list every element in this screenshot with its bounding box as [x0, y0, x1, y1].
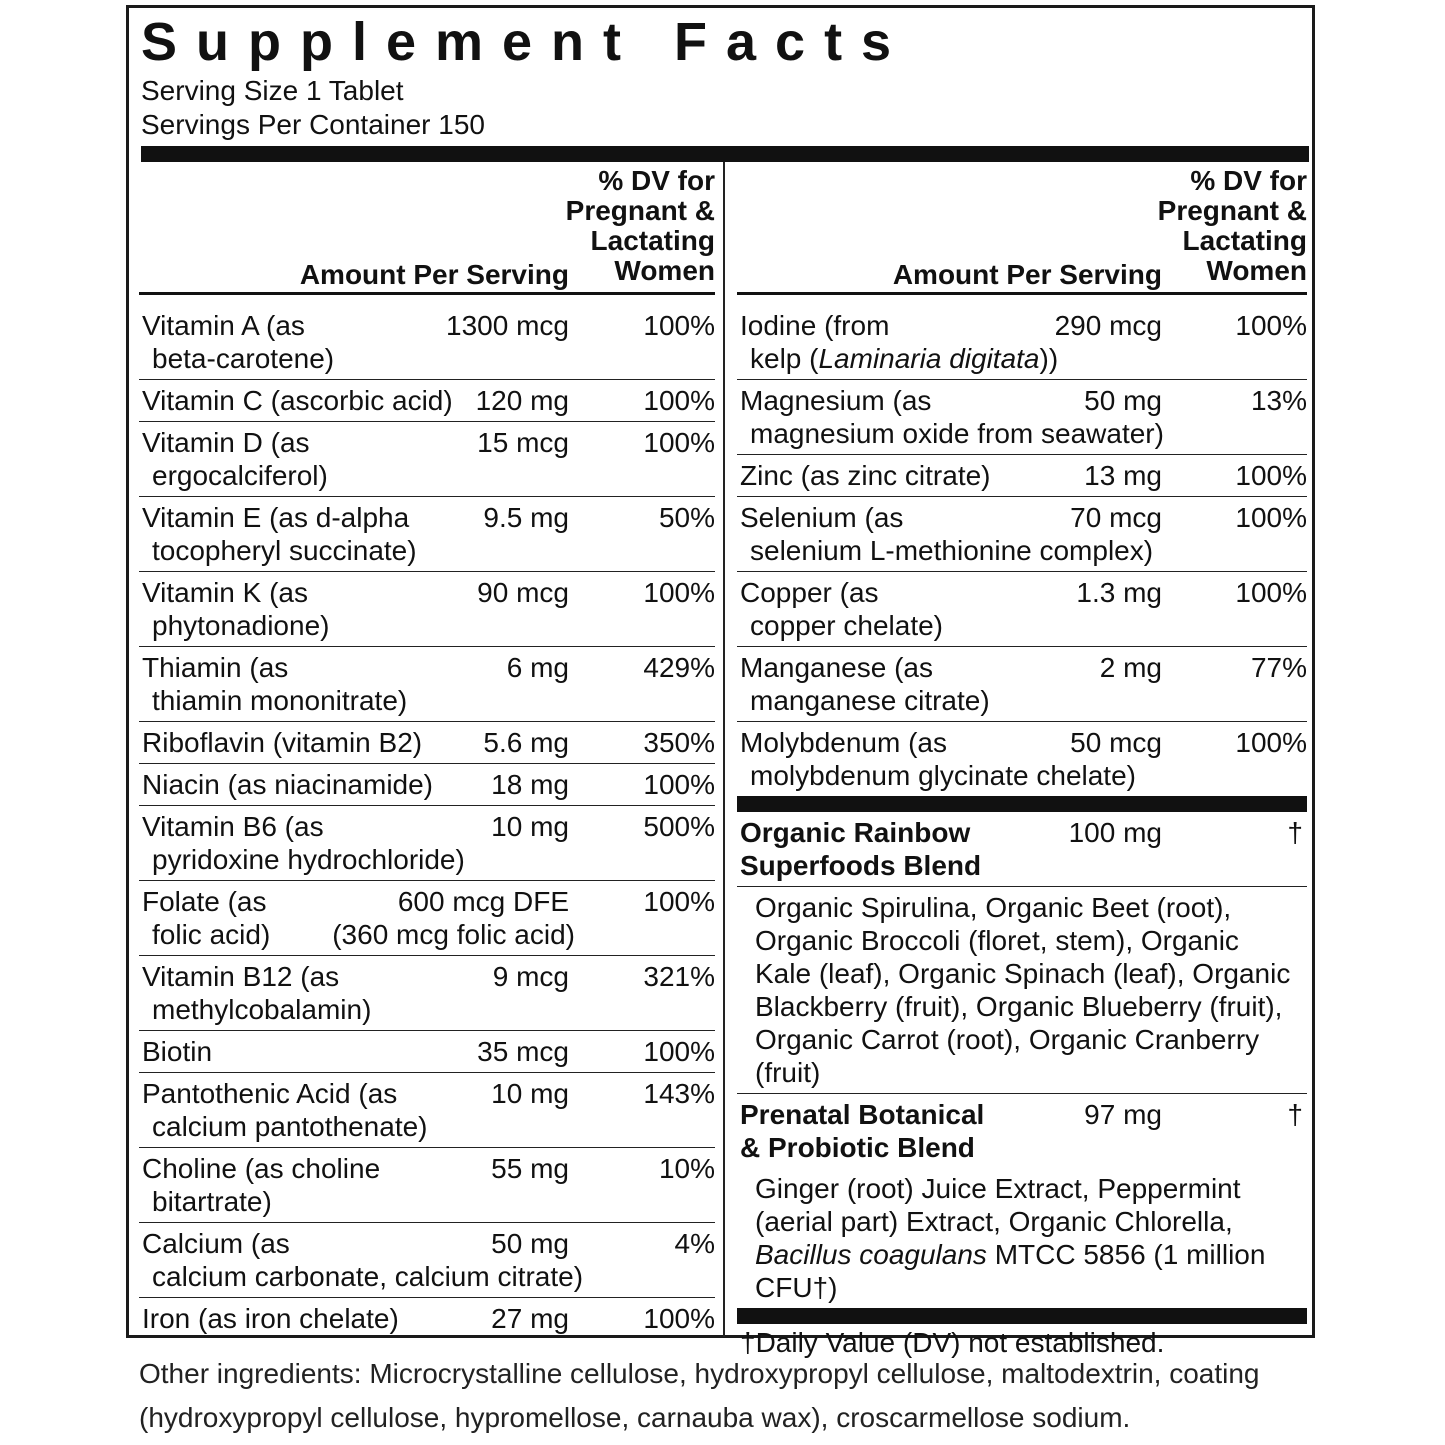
nutrient-amount: 290 mcg	[1054, 310, 1162, 341]
nutrient-row	[139, 305, 715, 380]
nutrient-row	[139, 881, 715, 956]
right-nutrient-rows	[737, 295, 1307, 796]
nutrient-amount: 50 mg	[491, 1228, 569, 1259]
blend-name: Organic Rainbow	[740, 817, 971, 848]
nutrient-amount: 90 mcg	[477, 577, 569, 608]
dv-header	[566, 166, 715, 286]
nutrient-amount: 10 mg	[491, 1078, 569, 1109]
blend-name: & Probiotic Blend	[740, 1132, 975, 1163]
nutrient-name-cont: methylcobalamin)	[152, 994, 372, 1025]
nutrient-amount: 13 mg	[1084, 460, 1162, 491]
nutrient-row	[737, 722, 1307, 796]
nutrient-amount: 5.6 mg	[483, 727, 569, 758]
nutrient-dv: 77%	[1250, 652, 1307, 683]
left-header	[139, 162, 715, 295]
nutrient-row	[139, 722, 715, 764]
nutrient-name: Riboflavin (vitamin B2)	[142, 727, 423, 758]
blend-amount: 100 mg	[1068, 817, 1162, 848]
nutrient-name: Vitamin A (as	[142, 310, 305, 341]
nutrient-name-cont: phytonadione)	[152, 610, 330, 641]
nutrient-amount: 50 mcg	[1070, 727, 1162, 758]
nutrient-amount: 70 mcg	[1070, 502, 1162, 533]
nutrient-name: Vitamin C (ascorbic acid)	[142, 385, 453, 416]
nutrient-row	[139, 422, 715, 497]
nutrient-name-cont: calcium pantothenate)	[152, 1111, 428, 1142]
nutrient-row	[139, 572, 715, 647]
nutrient-row	[139, 764, 715, 806]
nutrient-dv: 100%	[1235, 727, 1307, 758]
nutrient-name: Vitamin B6 (as	[142, 811, 324, 842]
serving-size: Serving Size 1 Tablet	[141, 75, 404, 106]
amount-header: Amount Per Serving	[892, 259, 1162, 290]
nutrient-name-cont: thiamin mononitrate)	[152, 685, 408, 716]
amount-header: Amount Per Serving	[299, 259, 569, 290]
name-italic: Laminaria digitata	[818, 343, 1040, 374]
nutrient-amount: 55 mg	[491, 1153, 569, 1184]
nutrient-row	[139, 1073, 715, 1148]
nutrient-line2	[142, 918, 715, 951]
nutrient-name: Magnesium (as	[740, 385, 932, 416]
nutrient-name-cont	[740, 342, 1307, 375]
nutrient-dv: 13%	[1250, 385, 1307, 416]
nutrient-name: Calcium (as	[142, 1228, 290, 1259]
nutrient-row	[737, 455, 1307, 497]
name-text: kelp (	[750, 343, 819, 374]
nutrient-amount: 1300 mcg	[446, 310, 569, 341]
nutrient-name-cont: beta-carotene)	[152, 343, 335, 374]
nutrient-name: Vitamin B12 (as	[142, 961, 340, 992]
nutrient-name: Molybdenum (as	[740, 727, 947, 758]
nutrient-name-cont: bitartrate)	[152, 1186, 272, 1217]
nutrient-amount: 27 mg	[491, 1303, 569, 1334]
nutrient-row	[737, 380, 1307, 455]
nutrient-name: Selenium (as	[740, 502, 904, 533]
nutrient-amount: 6 mg	[506, 652, 569, 683]
nutrient-row	[737, 497, 1307, 572]
nutrient-dv: 50%	[658, 502, 715, 533]
dv-header-line: Women	[614, 255, 715, 286]
nutrient-row	[737, 305, 1307, 380]
nutrient-dv: 100%	[643, 769, 715, 800]
nutrient-name-cont: calcium carbonate, calcium citrate)	[152, 1261, 584, 1292]
nutrient-row	[139, 380, 715, 422]
nutrient-row	[139, 1148, 715, 1223]
nutrient-dv: 100%	[643, 1303, 715, 1334]
nutrient-name-cont: pyridoxine hydrochloride)	[152, 844, 465, 875]
blend-ingredients	[737, 1168, 1307, 1308]
nutrient-row	[737, 647, 1307, 722]
nutrient-row	[737, 572, 1307, 647]
dv-header-line: Lactating	[590, 225, 715, 256]
nutrient-dv: 143%	[643, 1078, 715, 1109]
servings-per-container: Servings Per Container 150	[141, 109, 485, 140]
panel-title: Supplement Facts	[141, 12, 911, 72]
nutrient-row	[139, 1298, 715, 1339]
nutrient-name: Niacin (as niacinamide)	[142, 769, 434, 800]
nutrient-name-cont: folic acid)	[152, 919, 271, 950]
blend-name: Prenatal Botanical	[740, 1099, 985, 1130]
ingredients-text: Ginger (root) Juice Extract, Peppermint (aerial part) Extract, Organic Chlorella,	[755, 1173, 1241, 1237]
nutrient-name: Copper (as	[740, 577, 879, 608]
other-ingredients: Other ingredients: Microcrystalline cellulose, hydroxypropyl cellulose, maltodextrin, coating (hydroxypropyl cellulose, hypromellose, carnauba wax), croscarmellose sodium.	[139, 1358, 1260, 1433]
right-header	[737, 162, 1307, 295]
nutrient-amount: 9.5 mg	[483, 502, 569, 533]
footnote-divider	[737, 1308, 1307, 1324]
nutrient-dv: 100%	[1235, 502, 1307, 533]
nutrient-amount: 10 mg	[491, 811, 569, 842]
nutrient-row	[139, 956, 715, 1031]
blend-divider	[737, 796, 1307, 812]
nutrient-row	[139, 497, 715, 572]
nutrient-name-cont: manganese citrate)	[750, 685, 990, 716]
dv-header-line: % DV for	[1190, 165, 1307, 196]
nutrient-dv: 429%	[643, 652, 715, 683]
nutrient-amount: 2 mg	[1099, 652, 1162, 683]
dv-header-line: % DV for	[598, 165, 715, 196]
nutrient-name-cont: ergocalciferol)	[152, 460, 328, 491]
nutrient-amount: 35 mcg	[477, 1036, 569, 1067]
nutrient-dv: 10%	[658, 1153, 715, 1184]
nutrient-dv: 4%	[674, 1228, 715, 1259]
blend-dv: †	[1287, 817, 1303, 848]
nutrient-name-cont: molybdenum glycinate chelate)	[750, 760, 1136, 791]
ingredients-italic: Bacillus coagulans	[755, 1239, 987, 1270]
nutrient-name: Folate (as	[142, 886, 267, 917]
nutrient-amount: 15 mcg	[477, 427, 569, 458]
nutrient-name-cont: magnesium oxide from seawater)	[750, 418, 1164, 449]
nutrient-dv: 500%	[643, 811, 715, 842]
nutrient-amount: 120 mg	[475, 385, 569, 416]
nutrient-name: Vitamin E (as d-alpha	[142, 502, 410, 533]
dv-header-line: Women	[1206, 255, 1307, 286]
nutrient-name: Iron (as iron chelate)	[142, 1303, 399, 1334]
name-text: ))	[1039, 343, 1059, 374]
nutrient-name: Thiamin (as	[142, 652, 289, 683]
nutrient-amount: 600 mcg DFE	[397, 886, 569, 917]
nutrient-name: Iodine (from	[740, 310, 890, 341]
nutrient-amount: 1.3 mg	[1076, 577, 1162, 608]
nutrient-amount: 50 mg	[1084, 385, 1162, 416]
nutrient-dv: 100%	[643, 427, 715, 458]
nutrient-dv: 100%	[643, 886, 715, 917]
supplement-facts-panel	[126, 5, 1315, 1358]
nutrient-dv: 100%	[643, 385, 715, 416]
nutrient-name: Choline (as choline	[142, 1153, 381, 1184]
nutrient-row	[139, 647, 715, 722]
blend-row	[737, 1094, 1307, 1168]
left-nutrient-rows	[139, 295, 715, 1339]
nutrient-dv: 100%	[1235, 310, 1307, 341]
footnote: †Daily Value (DV) not established.	[740, 1327, 1165, 1358]
nutrient-name: Manganese (as	[740, 652, 934, 683]
nutrient-name-cont: tocopheryl succinate)	[152, 535, 417, 566]
nutrient-name: Vitamin D (as	[142, 427, 310, 458]
nutrient-dv: 100%	[643, 1036, 715, 1067]
blend-name: Superfoods Blend	[740, 850, 982, 881]
right-column	[737, 162, 1307, 1360]
nutrient-name: Biotin	[142, 1036, 213, 1067]
nutrient-dv: 321%	[643, 961, 715, 992]
nutrient-name: Vitamin K (as	[142, 577, 308, 608]
nutrient-row	[139, 1031, 715, 1073]
nutrient-name: Zinc (as zinc citrate)	[740, 460, 991, 491]
nutrient-row	[139, 1223, 715, 1298]
nutrient-dv: 100%	[643, 310, 715, 341]
blend-ingredients: Organic Spirulina, Organic Beet (root), Organic Broccoli (floret, stem), Organic Kale (leaf), Organic Spinach (leaf), Organic Blackberry (fruit), Organic Blueberry (fruit), Organic Carrot (root), Organic Cranberry (fruit)	[737, 887, 1307, 1094]
nutrient-dv: 100%	[643, 577, 715, 608]
nutrient-row	[139, 806, 715, 881]
nutrient-amount-cont: (360 mcg folic acid)	[332, 919, 575, 950]
dv-header	[1158, 166, 1307, 286]
ingredients-text: MTCC 5856 (1 million CFU†)	[755, 1239, 1266, 1303]
dv-header-line: Lactating	[1182, 225, 1307, 256]
nutrient-dv: 100%	[1235, 577, 1307, 608]
dv-header-line: Pregnant &	[1157, 195, 1307, 226]
nutrient-amount: 18 mg	[491, 769, 569, 800]
nutrient-amount: 9 mcg	[492, 961, 569, 992]
blend-amount: 97 mg	[1084, 1099, 1162, 1130]
nutrient-name-cont: selenium L-methionine complex)	[750, 535, 1154, 566]
nutrient-name-cont: copper chelate)	[750, 610, 944, 641]
blend-row	[737, 812, 1307, 887]
nutrient-name: Pantothenic Acid (as	[142, 1078, 398, 1109]
thick-divider	[141, 146, 1309, 162]
blend-dv: †	[1287, 1099, 1303, 1130]
column-divider	[723, 162, 725, 1337]
nutrient-dv: 350%	[643, 727, 715, 758]
dv-header-line: Pregnant &	[565, 195, 715, 226]
left-column	[139, 162, 715, 1339]
nutrient-dv: 100%	[1235, 460, 1307, 491]
